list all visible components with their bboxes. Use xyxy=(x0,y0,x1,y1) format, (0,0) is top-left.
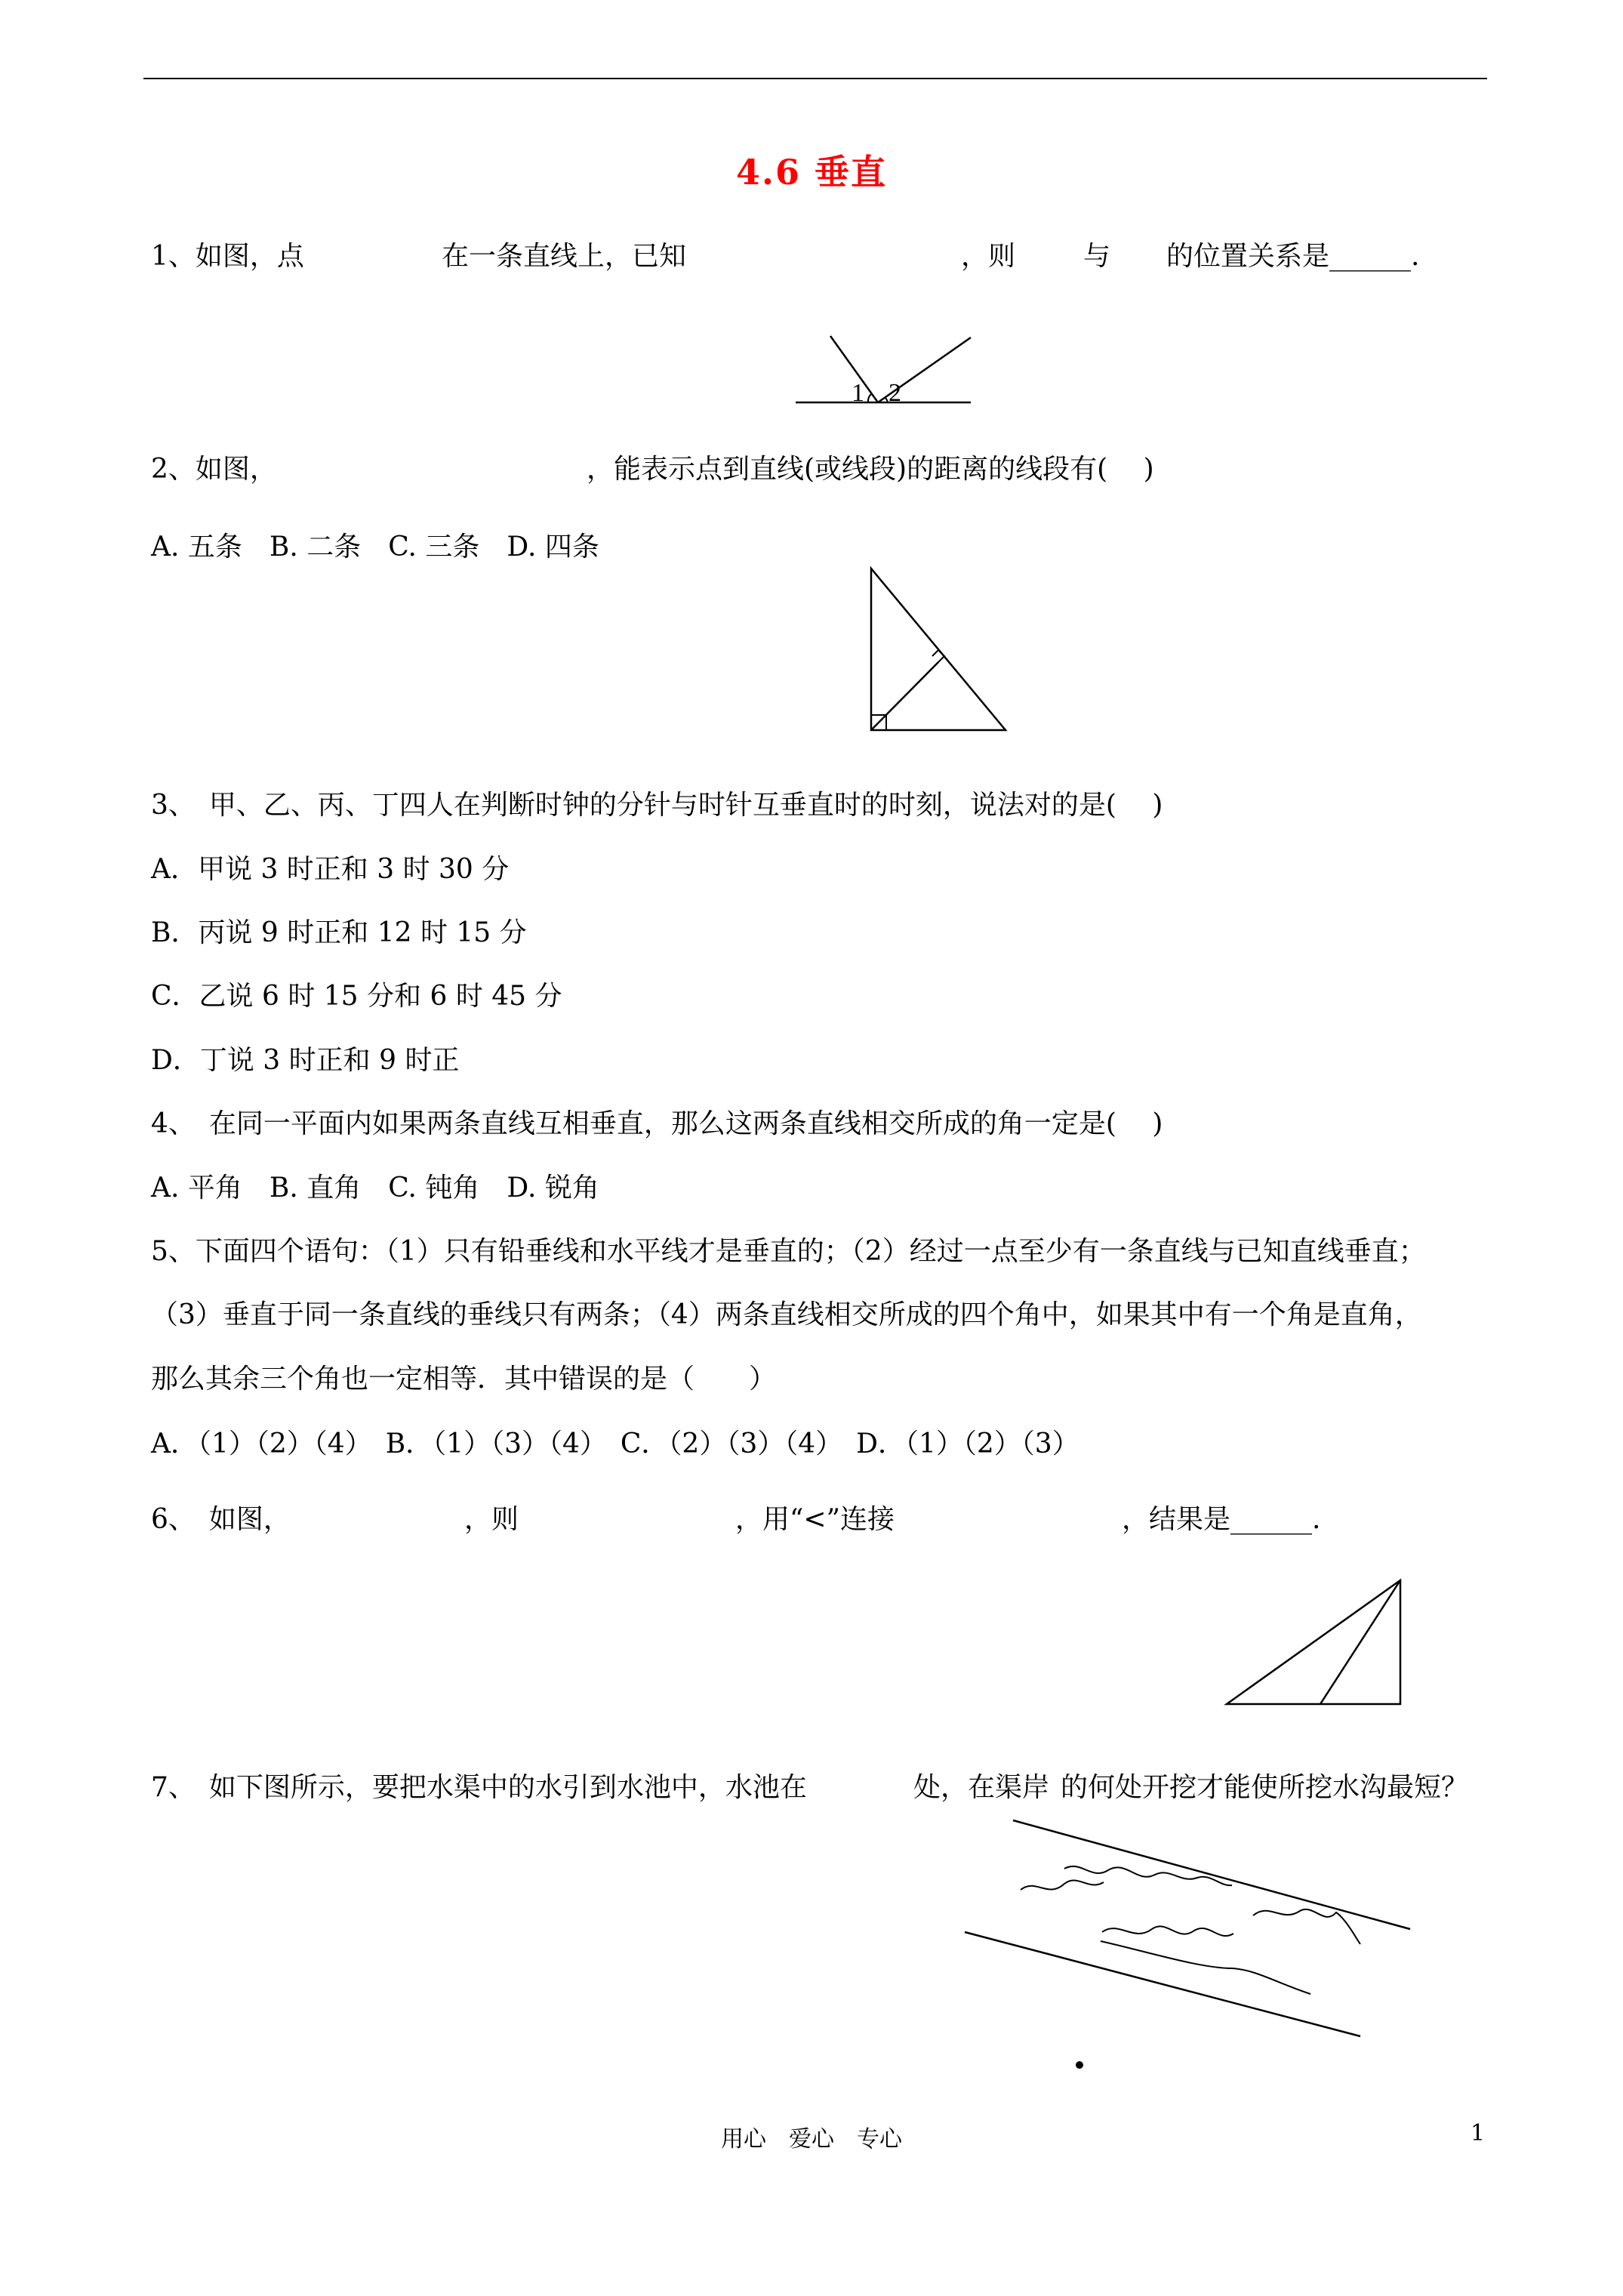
q1-text-3: ，则 xyxy=(961,241,1016,272)
page-number: 1 xyxy=(1471,2120,1486,2147)
q1-text-1: 1、如图，点 xyxy=(151,241,304,272)
q7-text-1: 7、 如下图所示，要把水渠中的水引到水池中，水池在 xyxy=(151,1772,807,1803)
q6-text-2: ，则 xyxy=(464,1504,519,1535)
q3-option-c: C．乙说 6 时 15 分和 6 时 45 分 xyxy=(151,981,562,1012)
q1-angle-label-1: 1 xyxy=(852,379,864,407)
footer-text: 用心 爱心 专心 xyxy=(721,2126,902,2153)
q7-figure xyxy=(959,1808,1427,2088)
q3-option-b: B．丙说 9 时正和 12 时 15 分 xyxy=(151,917,527,948)
q5-options: A．（1）（2）（4） B．（1）（3）（4） C．（2）（3）（4） D．（1）（2）（3） xyxy=(151,1428,1079,1459)
q3-option-a: A．甲说 3 时正和 3 时 30 分 xyxy=(151,854,510,885)
page-title: 4.6 垂直 xyxy=(735,152,888,193)
q4-options: A. 平角 B. 直角 C. 钝角 D. 锐角 xyxy=(151,1173,599,1203)
q3-option-d: D．丁说 3 时正和 9 时正 xyxy=(151,1045,460,1076)
q6-text-3: ，用“<”连接 xyxy=(735,1504,895,1535)
q1-figure xyxy=(793,328,989,411)
question-5-line-3: 那么其余三个角也一定相等．其中错误的是（ ） xyxy=(151,1364,777,1395)
question-6 xyxy=(151,1504,1321,1535)
q1-text-5: 的位置关系是______. xyxy=(1166,241,1420,272)
q7-text-3: 的何处开挖才能使所挖水沟最短？ xyxy=(1061,1772,1469,1803)
q1-angle-label-2: 2 xyxy=(888,379,901,407)
q1-text-2: 在一条直线上，已知 xyxy=(442,241,687,272)
question-7 xyxy=(151,1772,1469,1803)
question-4: 4、 在同一平面内如果两条直线互相垂直，那么这两条直线相交所成的角一定是( ) xyxy=(151,1108,1163,1139)
q2-text-1: 2、如图， xyxy=(151,454,277,485)
q7-text-2: 处，在渠岸 xyxy=(913,1772,1050,1803)
q6-text-1: 6、 如图， xyxy=(151,1504,291,1535)
q2-options: A. 五条 B. 二条 C. 三条 D. 四条 xyxy=(151,532,599,562)
question-3: 3、 甲、乙、丙、丁四人在判断时钟的分针与时针互垂直时的时刻，说法对的是( ) xyxy=(151,790,1163,821)
q2-figure xyxy=(861,562,1012,736)
question-2 xyxy=(151,454,1154,485)
q6-text-4: ，结果是______. xyxy=(1122,1504,1321,1535)
q1-text-4: 与 xyxy=(1083,241,1111,272)
question-5-line-2: （3）垂直于同一条直线的垂线只有两条；（4）两条直线相交所成的四个角中，如果其中有一个角是直角， xyxy=(151,1299,1422,1330)
question-5-line-1: 5、下面四个语句：（1）只有铅垂线和水平线才是垂直的；（2）经过一点至少有一条直线与已知直线垂直； xyxy=(151,1236,1426,1267)
header-rule xyxy=(143,78,1487,79)
q6-figure xyxy=(1219,1574,1408,1710)
question-1 xyxy=(151,241,1420,272)
q2-text-2: ，能表示点到直线(或线段)的距离的线段有( ) xyxy=(587,454,1154,485)
